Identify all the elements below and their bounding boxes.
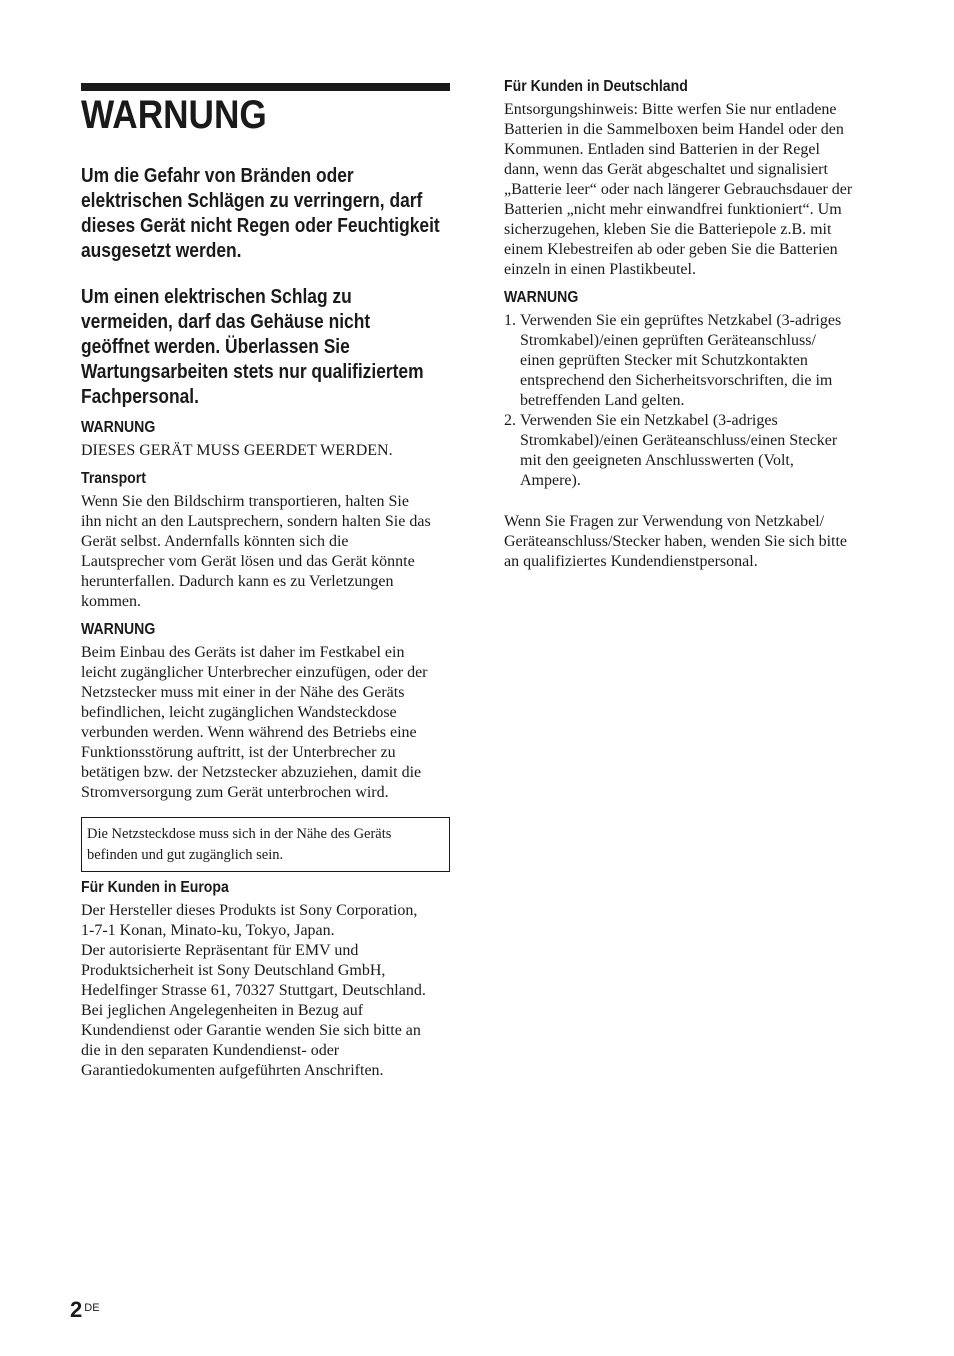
- safety-warning-fire: Um die Gefahr von Bränden oder elektrischen Schlägen zu verringern, darf dieses Gerät nicht Regen oder Feuchtigkeit ausgesetzt werden.: [81, 165, 440, 262]
- transport-text: Wenn Sie den Bildschirm transportieren, halten Sie ihn nicht an den Lautsprechern, sondern halten Sie das Gerät selbst. Andernfalls könnten sich die Lautsprecher vom Gerät lösen und das Gerät könnte herunterfallen. Dadurch kann es zu Verletzungen kommen.: [81, 493, 431, 610]
- warnung-heading: WARNUNG: [81, 419, 156, 436]
- title-rule: [81, 83, 450, 91]
- list-item-text: Verwenden Sie ein Netzkabel (3-adriges Stromkabel)/einen Geräteanschluss/einen Stecker mit den geeigneten Anschlusswerten (Volt, Ampere).: [520, 412, 838, 489]
- safety-warning-housing: Um einen elektrischen Schlag zu vermeiden, darf das Gehäuse nicht geöffnet werden. Überlassen Sie Wartungsarbeiten stets nur qualifiziertem Fachpersonal.: [81, 286, 424, 408]
- list-item: [504, 311, 876, 411]
- europe-text: Der Hersteller dieses Produkts ist Sony Corporation, 1-7-1 Konan, Minato-ku, Tokyo, Japan. Der autorisierte Repräsentant für EMV und Produktsicherheit ist Sony Deutschland GmbH, Hedelfinger Strasse 61, 70327 Stuttgart, Deutschland. Bei jeglichen Angelegenheiten in Bezug auf Kundendienst oder Garantie wenden Sie sich bitte an die in den separaten Kundendienst- oder Garantiedokumenten aufgeführten Anschriften.: [81, 902, 426, 1079]
- list-item-number: 1.: [504, 312, 516, 329]
- grounding-text: DIESES GERÄT MUSS GEERDET WERDEN.: [81, 442, 393, 459]
- page-number: [70, 1297, 100, 1323]
- list-item-number: 2.: [504, 412, 516, 429]
- installation-text: Beim Einbau des Geräts ist daher im Festkabel ein leicht zugänglicher Unterbrecher einzufügen, oder der Netzstecker muss mit einer in der Nähe des Geräts befindlichen, leicht zugänglichen Wandsteckdose verbunden werden. Wenn während des Betriebs eine Funktionsstörung auftritt, ist der Unterbrecher zu betätigen bzw. der Netzstecker abzuziehen, damit die Stromversorgung zum Gerät unterbrochen wird.: [81, 644, 428, 801]
- socket-note-box: [81, 817, 450, 872]
- germany-heading: Für Kunden in Deutschland: [504, 78, 688, 95]
- closing-text: Wenn Sie Fragen zur Verwendung von Netzkabel/ Geräteanschluss/Stecker haben, wenden Sie sich bitte an qualifiziertes Kundendienstpersonal.: [504, 513, 847, 570]
- power-cord-list: [504, 311, 876, 491]
- language-code: DE: [84, 1302, 100, 1314]
- socket-note-text: Die Netzsteckdose muss sich in der Nähe des Geräts befinden und gut zugänglich sein.: [87, 826, 392, 863]
- page-number-value: 2: [70, 1297, 83, 1322]
- warnung-heading-3: WARNUNG: [504, 289, 579, 306]
- warnung-heading-2: WARNUNG: [81, 621, 156, 638]
- disposal-text: Entsorgungshinweis: Bitte werfen Sie nur entladene Batterien in die Sammelboxen beim Handel oder den Kommunen. Entladen sind Batterien in der Regel dann, wenn das Gerät abgeschaltet und signalisiert „Batterie leer“ oder nach längerer Gebrauchsdauer der Batterien „nicht mehr einwandfrei funktioniert“. Um sicherzugehen, kleben Sie die Batteriepole z.B. mit einem Klebestreifen ab oder geben Sie die Batterien einzeln in einen Plastikbeutel.: [504, 101, 853, 278]
- page-title: WARNUNG: [81, 93, 267, 137]
- europe-heading: Für Kunden in Europa: [81, 879, 229, 896]
- list-item: [504, 411, 876, 491]
- list-item-text: Verwenden Sie ein geprüftes Netzkabel (3-adriges Stromkabel)/einen geprüften Geräteanschluss/ einen geprüften Stecker mit Schutzkontakten entsprechend den Sicherheitsvorschriften, die im betreffenden Land gelten.: [520, 312, 842, 409]
- transport-heading: Transport: [81, 470, 146, 487]
